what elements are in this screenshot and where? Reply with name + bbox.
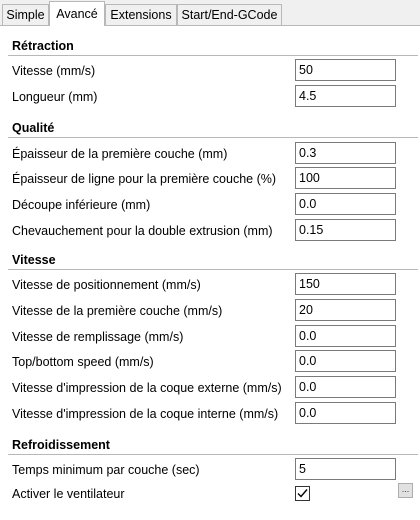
section-title-vitesse: Vitesse [12,253,56,267]
section-divider [8,137,418,138]
initial-layer-thickness-input[interactable] [295,142,396,164]
section-title-refroidissement: Refroidissement [12,438,110,452]
tab-simple[interactable]: Simple [2,4,49,25]
infill-speed-input[interactable] [295,325,396,347]
tab-start-end-gcode[interactable]: Start/End-GCode [177,4,282,25]
field-label: Temps minimum par couche (sec) [12,463,200,477]
tab-bar [0,0,420,26]
section-title-retraction: Rétraction [12,39,74,53]
field-label: Vitesse de positionnement (mm/s) [12,278,201,292]
inner-shell-speed-input[interactable] [295,402,396,424]
field-label: Épaisseur de ligne pour la première couche (%) [12,172,277,186]
field-label: Longueur (mm) [12,90,98,104]
initial-layer-line-width-input[interactable] [295,167,396,189]
minimal-layer-time-input[interactable] [295,458,396,480]
field-label: Activer le ventilateur [12,487,125,501]
field-label: Chevauchement pour la double extrusion (mm) [12,224,273,238]
section-divider [8,269,418,270]
field-label: Découpe inférieure (mm) [12,198,151,212]
field-label: Vitesse d'impression de la coque externe (mm/s) [12,381,282,395]
retraction-length-input[interactable] [295,85,396,107]
bottom-layer-speed-input[interactable] [295,299,396,321]
cut-off-object-bottom-input[interactable] [295,193,396,215]
tab-extensions[interactable]: Extensions [105,4,177,25]
dual-extrusion-overlap-input[interactable] [295,219,396,241]
section-divider [8,454,418,455]
field-label: Vitesse de remplissage (mm/s) [12,330,184,344]
enable-fan-checkbox[interactable] [295,486,310,501]
settings-panel [0,25,420,520]
field-label: Vitesse (mm/s) [12,64,96,78]
field-label: Top/bottom speed (mm/s) [12,355,154,369]
retraction-speed-input[interactable] [295,59,396,81]
outer-shell-speed-input[interactable] [295,376,396,398]
more-options-button[interactable]: ... [398,483,413,498]
section-divider [8,55,418,56]
section-title-qualite: Qualité [12,121,55,135]
travel-speed-input[interactable] [295,273,396,295]
field-label: Vitesse d'impression de la coque interne (mm/s) [12,407,279,421]
top-bottom-speed-input[interactable] [295,350,396,372]
tab-avance[interactable]: Avancé [49,1,105,26]
checkmark-icon [297,488,308,499]
field-label: Épaisseur de la première couche (mm) [12,147,228,161]
field-label: Vitesse de la première couche (mm/s) [12,304,223,318]
